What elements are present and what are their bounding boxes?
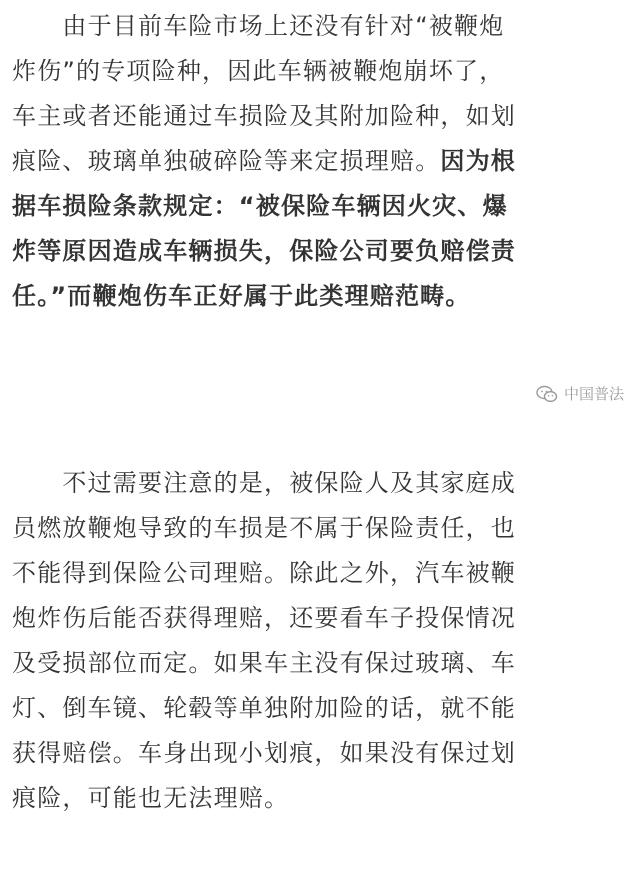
paragraph-exclusions <box>12 461 624 821</box>
text-line: 不能得到保险公司理赔。除此之外，汽车被鞭 <box>12 559 516 587</box>
text-segment: 痕险、玻璃单独破碎险等来定损理赔。 <box>12 147 441 175</box>
text-line: 痕险，可能也无法理赔。 <box>12 784 290 812</box>
text-line: 员燃放鞭炮导致的车损是不属于保险责任，也 <box>12 514 516 542</box>
bold-text-segment: 因为根 <box>440 147 517 175</box>
text-line: 由于目前车险市场上还没有针对“被鞭炮 <box>12 12 505 40</box>
watermark <box>536 383 624 404</box>
text-line: 获得赔偿。车身出现小划痕，如果没有保过划 <box>12 739 516 767</box>
text-line: 炸伤”的专项险种，因此车辆被鞭炮崩坏了， <box>12 57 505 85</box>
text-line: 灯、倒车镜、轮毂等单独附加险的话，就不能 <box>12 694 516 722</box>
bold-text-line: 据车损险条款规定：“被保险车辆因火灾、爆 <box>12 192 508 220</box>
paragraph-insurance-coverage <box>12 4 624 319</box>
text-line: 不过需要注意的是，被保险人及其家庭成 <box>12 469 516 497</box>
watermark-text: 中国普法 <box>563 385 624 403</box>
text-line: 车主或者还能通过车损险及其附加险种，如划 <box>12 102 516 130</box>
text-line: 炮炸伤后能否获得理赔，还要看车子投保情况 <box>12 604 516 632</box>
text-line <box>12 139 624 184</box>
wechat-icon <box>536 385 558 403</box>
bold-text-line: 炸等原因造成车辆损失，保险公司要负赔偿责 <box>12 237 516 265</box>
bold-text-line: 任。”而鞭炮伤车正好属于此类理赔范畴。 <box>12 282 471 310</box>
text-line: 及受损部位而定。如果车主没有保过玻璃、车 <box>12 649 516 677</box>
